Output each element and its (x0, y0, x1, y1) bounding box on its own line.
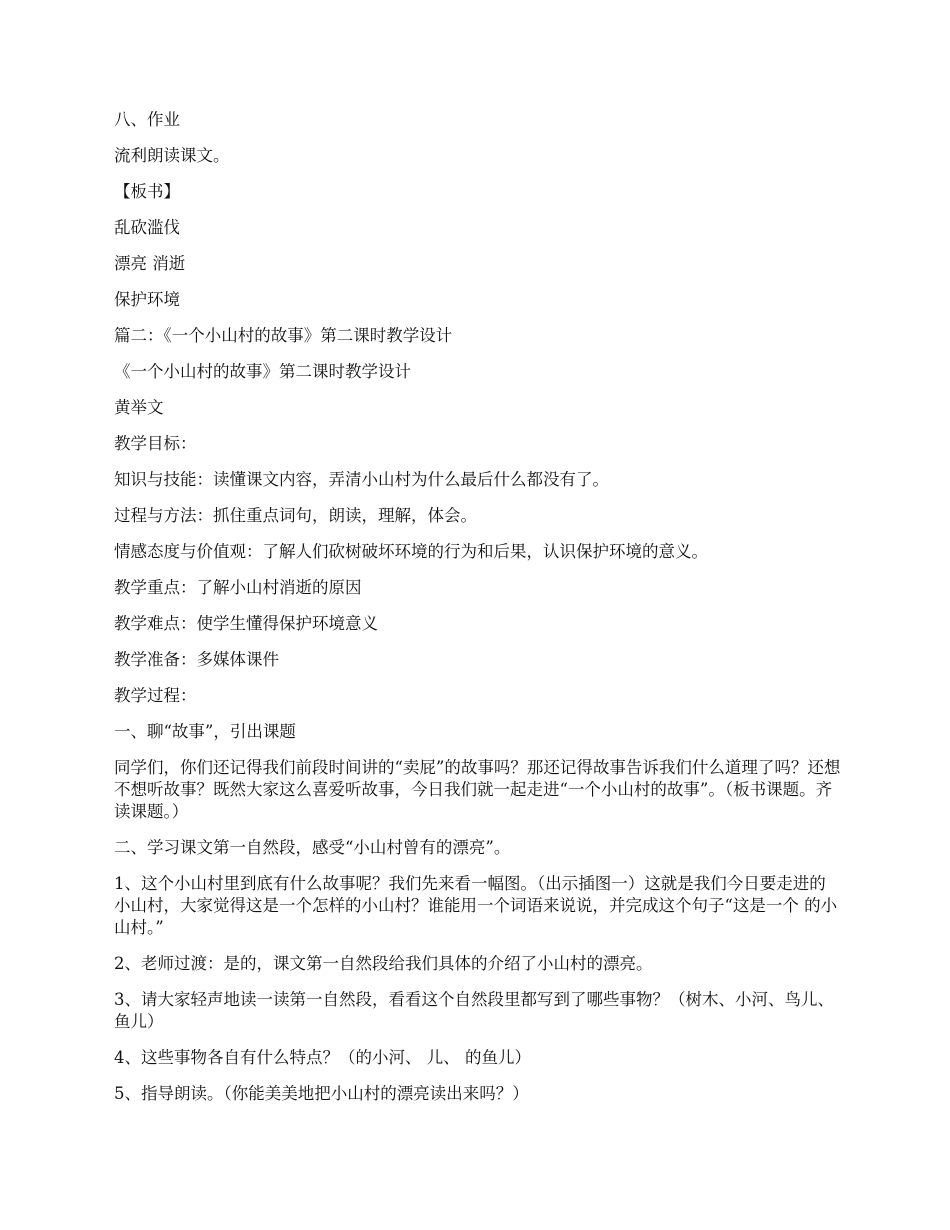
body-paragraph: 3、请大家轻声地读一读第一自然段，看看这个自然段里都写到了哪些事物？（树木、小河、鸟儿、鱼儿） (114, 990, 834, 1031)
board-heading: 【板书】 (114, 182, 180, 201)
difficult-point: 教学难点：使学生懂得保护环境意义 (114, 614, 378, 633)
key-point: 教学重点：了解小山村消逝的原因 (114, 578, 362, 597)
board-item: 乱砍滥伐 (114, 218, 180, 237)
body-paragraph: 同学们，你们还记得我们前段时间讲的“卖屁”的故事吗？那还记得故事告诉我们什么道理了吗？还想不想听故事？既然大家这么喜爱听故事，今日我们就一起走进“一个小山村的故事”。（板书课题。齐读课题。） (114, 758, 841, 821)
objective-item: 过程与方法：抓住重点词句，朗读，理解，体会。 (114, 506, 477, 525)
author-name: 黄举文 (114, 398, 164, 417)
chapter-title: 篇二：《一个小山村的故事》第二课时教学设计 (114, 326, 453, 345)
board-item: 漂亮 消逝 (114, 254, 186, 273)
step-heading: 二、学习课文第一自然段，感受“小山村曾有的漂亮”。 (114, 838, 511, 857)
section-heading-homework: 八、作业 (114, 110, 180, 129)
preparation: 教学准备：多媒体课件 (114, 650, 279, 669)
board-item: 保护环境 (114, 290, 180, 309)
objective-item: 情感态度与价值观：了解人们砍树破坏环境的行为和后果，认识保护环境的意义。 (114, 542, 708, 561)
step-heading: 一、聊“故事”，引出课题 (114, 722, 296, 741)
body-paragraph: 4、这些事物各自有什么特点？（的小河、 儿、 的鱼儿） (114, 1048, 531, 1067)
objectives-heading: 教学目标： (114, 434, 197, 453)
design-title: 《一个小山村的故事》第二课时教学设计 (114, 362, 411, 381)
body-paragraph: 2、老师过渡：是的，课文第一自然段给我们具体的介绍了小山村的漂亮。 (114, 954, 653, 973)
document-page (114, 109, 842, 1119)
body-paragraph: 1、这个小山村里到底有什么故事呢？我们先来看一幅图。（出示插图一）这就是我们今日要走进的小山村，大家觉得这是一个怎样的小山村？谁能用一个词语来说说，并完成这个句子“这是一个 的小山村。” (114, 874, 838, 937)
homework-text: 流利朗读课文。 (114, 146, 230, 165)
body-paragraph: 5、指导朗读。（你能美美地把小山村的漂亮读出来吗？） (114, 1084, 529, 1103)
process-heading: 教学过程： (114, 686, 197, 705)
objective-item: 知识与技能：读懂课文内容，弄清小山村为什么最后什么都没有了。 (114, 470, 609, 489)
